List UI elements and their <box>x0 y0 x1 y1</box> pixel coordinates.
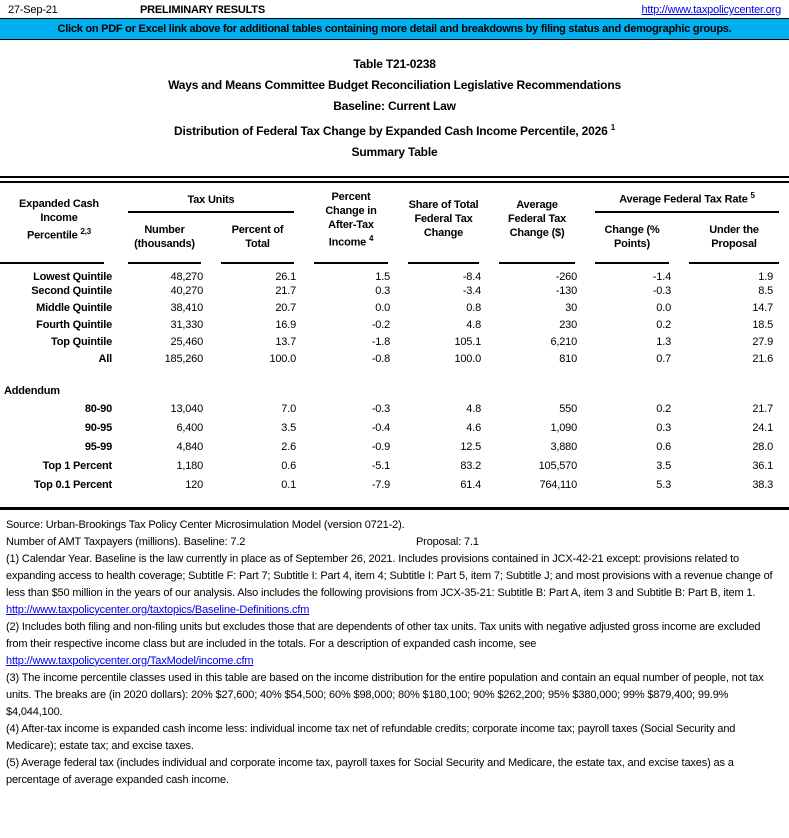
footnote-2: (2) Includes both filing and non-filing units but excludes those that are dependents of other tax units. Tax units with negative adjusted gross income are excluded from their respective income class but are included in the totals. For a description of expanded cash income, see <box>6 620 761 650</box>
cell-value: 100.0 <box>454 353 481 366</box>
cell-value: 8.5 <box>758 285 773 298</box>
row-label: 95-99 <box>84 441 112 454</box>
cell-value: 83.2 <box>460 460 481 473</box>
table-row <box>0 400 789 419</box>
col-header-percent-of-total: Percent of Total <box>211 218 304 264</box>
row-label: All <box>98 353 112 366</box>
cell-value: 18.5 <box>752 319 773 332</box>
cell-value: 1,180 <box>176 460 203 473</box>
cell-value: 26.1 <box>275 270 296 283</box>
cell-value: 0.2 <box>656 319 671 332</box>
col-header-share-of-total: Share of Total Federal Tax Change <box>398 183 489 264</box>
table-body <box>0 264 789 495</box>
info-banner: Click on PDF or Excel link above for additional tables containing more detail and breakdowns by filing status and demographic groups. <box>0 18 789 40</box>
baseline-subtitle: Baseline: Current Law <box>333 99 456 113</box>
cell-value: 185,260 <box>164 353 203 366</box>
cell-value: -0.9 <box>371 441 390 454</box>
cell-value: 21.6 <box>752 353 773 366</box>
cell-value: 6,400 <box>176 422 203 435</box>
cell-value: 1.5 <box>375 270 390 283</box>
cell-value: 4.8 <box>466 319 481 332</box>
tpc-home-link[interactable]: http://www.taxpolicycenter.org <box>641 4 781 16</box>
cell-value: 48,270 <box>170 270 203 283</box>
cell-value: -0.3 <box>371 403 390 416</box>
footnotes <box>0 510 789 789</box>
preliminary-results-label: PRELIMINARY RESULTS <box>140 4 265 16</box>
source-note: Source: Urban-Brookings Tax Policy Center Microsimulation Model (version 0721-2). <box>6 518 405 531</box>
cell-value: 0.3 <box>656 422 671 435</box>
footnote-1: (1) Calendar Year. Baseline is the law currently in place as of September 26, 2021. Includes provisions contained in JCX-42-21 except: provisions related to expanding access to health coverage; Subtitle F: Part 7; Subtitle I: Part 4, item 4; Subtitle I: Part 5, item 7; Subtitle J; and most provisions with a revenue change of less than $50 million in the years of our analysis. Also includes the following provisions from JCX-35-21: Subtitle B: Part A, item 3 and Subtitle B: Part B, item 1. <box>6 552 773 599</box>
col-header-rate-change-points: Change (% Points) <box>585 218 679 264</box>
cell-value: 0.0 <box>656 302 671 315</box>
cell-value: 6,210 <box>550 336 577 349</box>
cell-value: 13,040 <box>170 403 203 416</box>
footnote-5: (5) Average federal tax (includes individual and corporate income tax, payroll taxes for Social Security and Medicare, the estate tax, and excise taxes) as a percentage of average expanded cash income. <box>6 756 734 786</box>
cell-value: -0.2 <box>371 319 390 332</box>
cell-value: 100.0 <box>269 353 296 366</box>
cell-value: 0.6 <box>281 460 296 473</box>
col-header-avg-tax-change: Average Federal Tax Change ($) <box>489 183 585 264</box>
table-row <box>0 264 789 283</box>
cell-value: 3,880 <box>550 441 577 454</box>
col-header-pct-change-after-tax-income: Percent Change in After-Tax Income $^4$ <box>304 183 398 264</box>
table-row <box>0 317 789 334</box>
table-row <box>0 300 789 317</box>
col-group-avg-federal-tax-rate: Average Federal Tax Rate $^5$ <box>585 183 789 218</box>
cell-value: 1.9 <box>758 270 773 283</box>
top-bar <box>0 0 789 18</box>
cell-value: 0.6 <box>656 441 671 454</box>
cell-value: 105,570 <box>538 460 577 473</box>
cell-value: 4.8 <box>466 403 481 416</box>
cell-value: 0.2 <box>656 403 671 416</box>
report-date: 27-Sep-21 <box>8 4 58 16</box>
row-label: Top 0.1 Percent <box>33 479 112 492</box>
cell-value: 4.6 <box>466 422 481 435</box>
cell-value: 2.6 <box>281 441 296 454</box>
cell-value: 21.7 <box>752 403 773 416</box>
cell-value: 3.5 <box>656 460 671 473</box>
cell-value: 3.5 <box>281 422 296 435</box>
cell-value: 7.0 <box>281 403 296 416</box>
cell-value: 230 <box>559 319 577 332</box>
addendum-label: Addendum <box>4 385 60 398</box>
footnote-4: (4) After-tax income is expanded cash income less: individual income tax net of refundable credits; corporate income tax; payroll taxes (Social Security and Medicare); estate tax; and excise taxes. <box>6 722 736 752</box>
row-label: Second Quintile <box>31 285 112 298</box>
footnote-3: (3) The income percentile classes used in this table are based on the income distribution for the entire population and contain an equal number of people, not tax units. The breaks are (in 2020 dollars): 20% $27,600; 40% $54,500; 60% $98,000; 80% $180,100; 90% $262,200; 95% $380,000; 99% $879,400; 99.9% $4,044,100. <box>6 671 764 718</box>
amt-proposal-value: Proposal: 7.1 <box>416 535 479 548</box>
cell-value: 0.0 <box>375 302 390 315</box>
row-label: Fourth Quintile <box>36 319 112 332</box>
cell-value: -1.8 <box>371 336 390 349</box>
cell-value: 27.9 <box>752 336 773 349</box>
row-label: 90-95 <box>84 422 112 435</box>
cell-value: 38.3 <box>752 479 773 492</box>
cell-value: -260 <box>555 270 577 283</box>
table-row <box>0 351 789 368</box>
cell-value: -5.1 <box>371 460 390 473</box>
cell-value: 25,460 <box>170 336 203 349</box>
col-header-number-thousands: Number (thousands) <box>118 218 211 264</box>
cell-value: 4,840 <box>176 441 203 454</box>
table-row <box>0 438 789 457</box>
cell-value: -0.4 <box>371 422 390 435</box>
table-number-title: Table T21-0238 <box>353 57 436 71</box>
cell-value: -130 <box>555 285 577 298</box>
row-label: Top 1 Percent <box>42 460 112 473</box>
cell-value: 105.1 <box>454 336 481 349</box>
col-header-percentile: Expanded Cash Income Percentile $^{2,3}$ <box>0 183 118 264</box>
row-label: 80-90 <box>84 403 112 416</box>
cell-value: 0.1 <box>281 479 296 492</box>
distribution-subtitle: Distribution of Federal Tax Change by Expanded Cash Income Percentile, 2026 $^1$ <box>174 123 615 138</box>
cell-value: 0.3 <box>375 285 390 298</box>
title-block <box>0 54 789 163</box>
income-definition-link[interactable]: http://www.taxpolicycenter.org/TaxModel/income.cfm <box>6 654 254 667</box>
cell-value: 24.1 <box>752 422 773 435</box>
cell-value: 16.9 <box>275 319 296 332</box>
cell-value: 5.3 <box>656 479 671 492</box>
cell-value: 38,410 <box>170 302 203 315</box>
cell-value: 28.0 <box>752 441 773 454</box>
row-label: Lowest Quintile <box>33 270 112 283</box>
cell-value: -0.3 <box>652 285 671 298</box>
cell-value: 36.1 <box>752 460 773 473</box>
cell-value: 550 <box>559 403 577 416</box>
cell-value: 0.8 <box>466 302 481 315</box>
table-row <box>0 283 789 300</box>
cell-value: 31,330 <box>170 319 203 332</box>
cell-value: 14.7 <box>752 302 773 315</box>
footnote-marker-1: 1 <box>610 123 615 132</box>
table-row <box>0 457 789 476</box>
row-label: Top Quintile <box>51 336 112 349</box>
spacer-row <box>0 368 789 383</box>
row-label: Middle Quintile <box>36 302 112 315</box>
cell-value: 0.7 <box>656 353 671 366</box>
cell-value: 120 <box>185 479 203 492</box>
col-group-tax-units: Tax Units <box>118 183 304 218</box>
amt-taxpayers-note: Number of AMT Taxpayers (millions). Baseline: 7.2 Proposal: 7.1 <box>6 534 783 551</box>
addendum-label-row <box>0 383 789 400</box>
cell-value: 12.5 <box>460 441 481 454</box>
cell-value: -1.4 <box>652 270 671 283</box>
cell-value: 1,090 <box>550 422 577 435</box>
cell-value: 13.7 <box>275 336 296 349</box>
col-header-rate-under-proposal: Under the Proposal <box>679 218 789 264</box>
cell-value: 30 <box>565 302 577 315</box>
cell-value: 40,270 <box>170 285 203 298</box>
cell-value: 61.4 <box>460 479 481 492</box>
table-top-rule <box>0 176 789 183</box>
summary-table <box>0 176 789 510</box>
table-row <box>0 476 789 495</box>
cell-value: -3.4 <box>462 285 481 298</box>
table-header <box>0 183 789 264</box>
table-row <box>0 334 789 351</box>
cell-value: 764,110 <box>539 479 577 492</box>
cell-value: -8.4 <box>462 270 481 283</box>
cell-value: -7.9 <box>371 479 390 492</box>
summary-table-label: Summary Table <box>351 145 438 159</box>
cell-value: 810 <box>559 353 577 366</box>
cell-value: 1.3 <box>656 336 671 349</box>
table-main-title: Ways and Means Committee Budget Reconciliation Legislative Recommendations <box>168 78 621 92</box>
table-row <box>0 419 789 438</box>
cell-value: 21.7 <box>275 285 296 298</box>
baseline-definitions-link[interactable]: http://www.taxpolicycenter.org/taxtopics/Baseline-Definitions.cfm <box>6 603 310 616</box>
cell-value: 20.7 <box>275 302 296 315</box>
cell-value: -0.8 <box>371 353 390 366</box>
